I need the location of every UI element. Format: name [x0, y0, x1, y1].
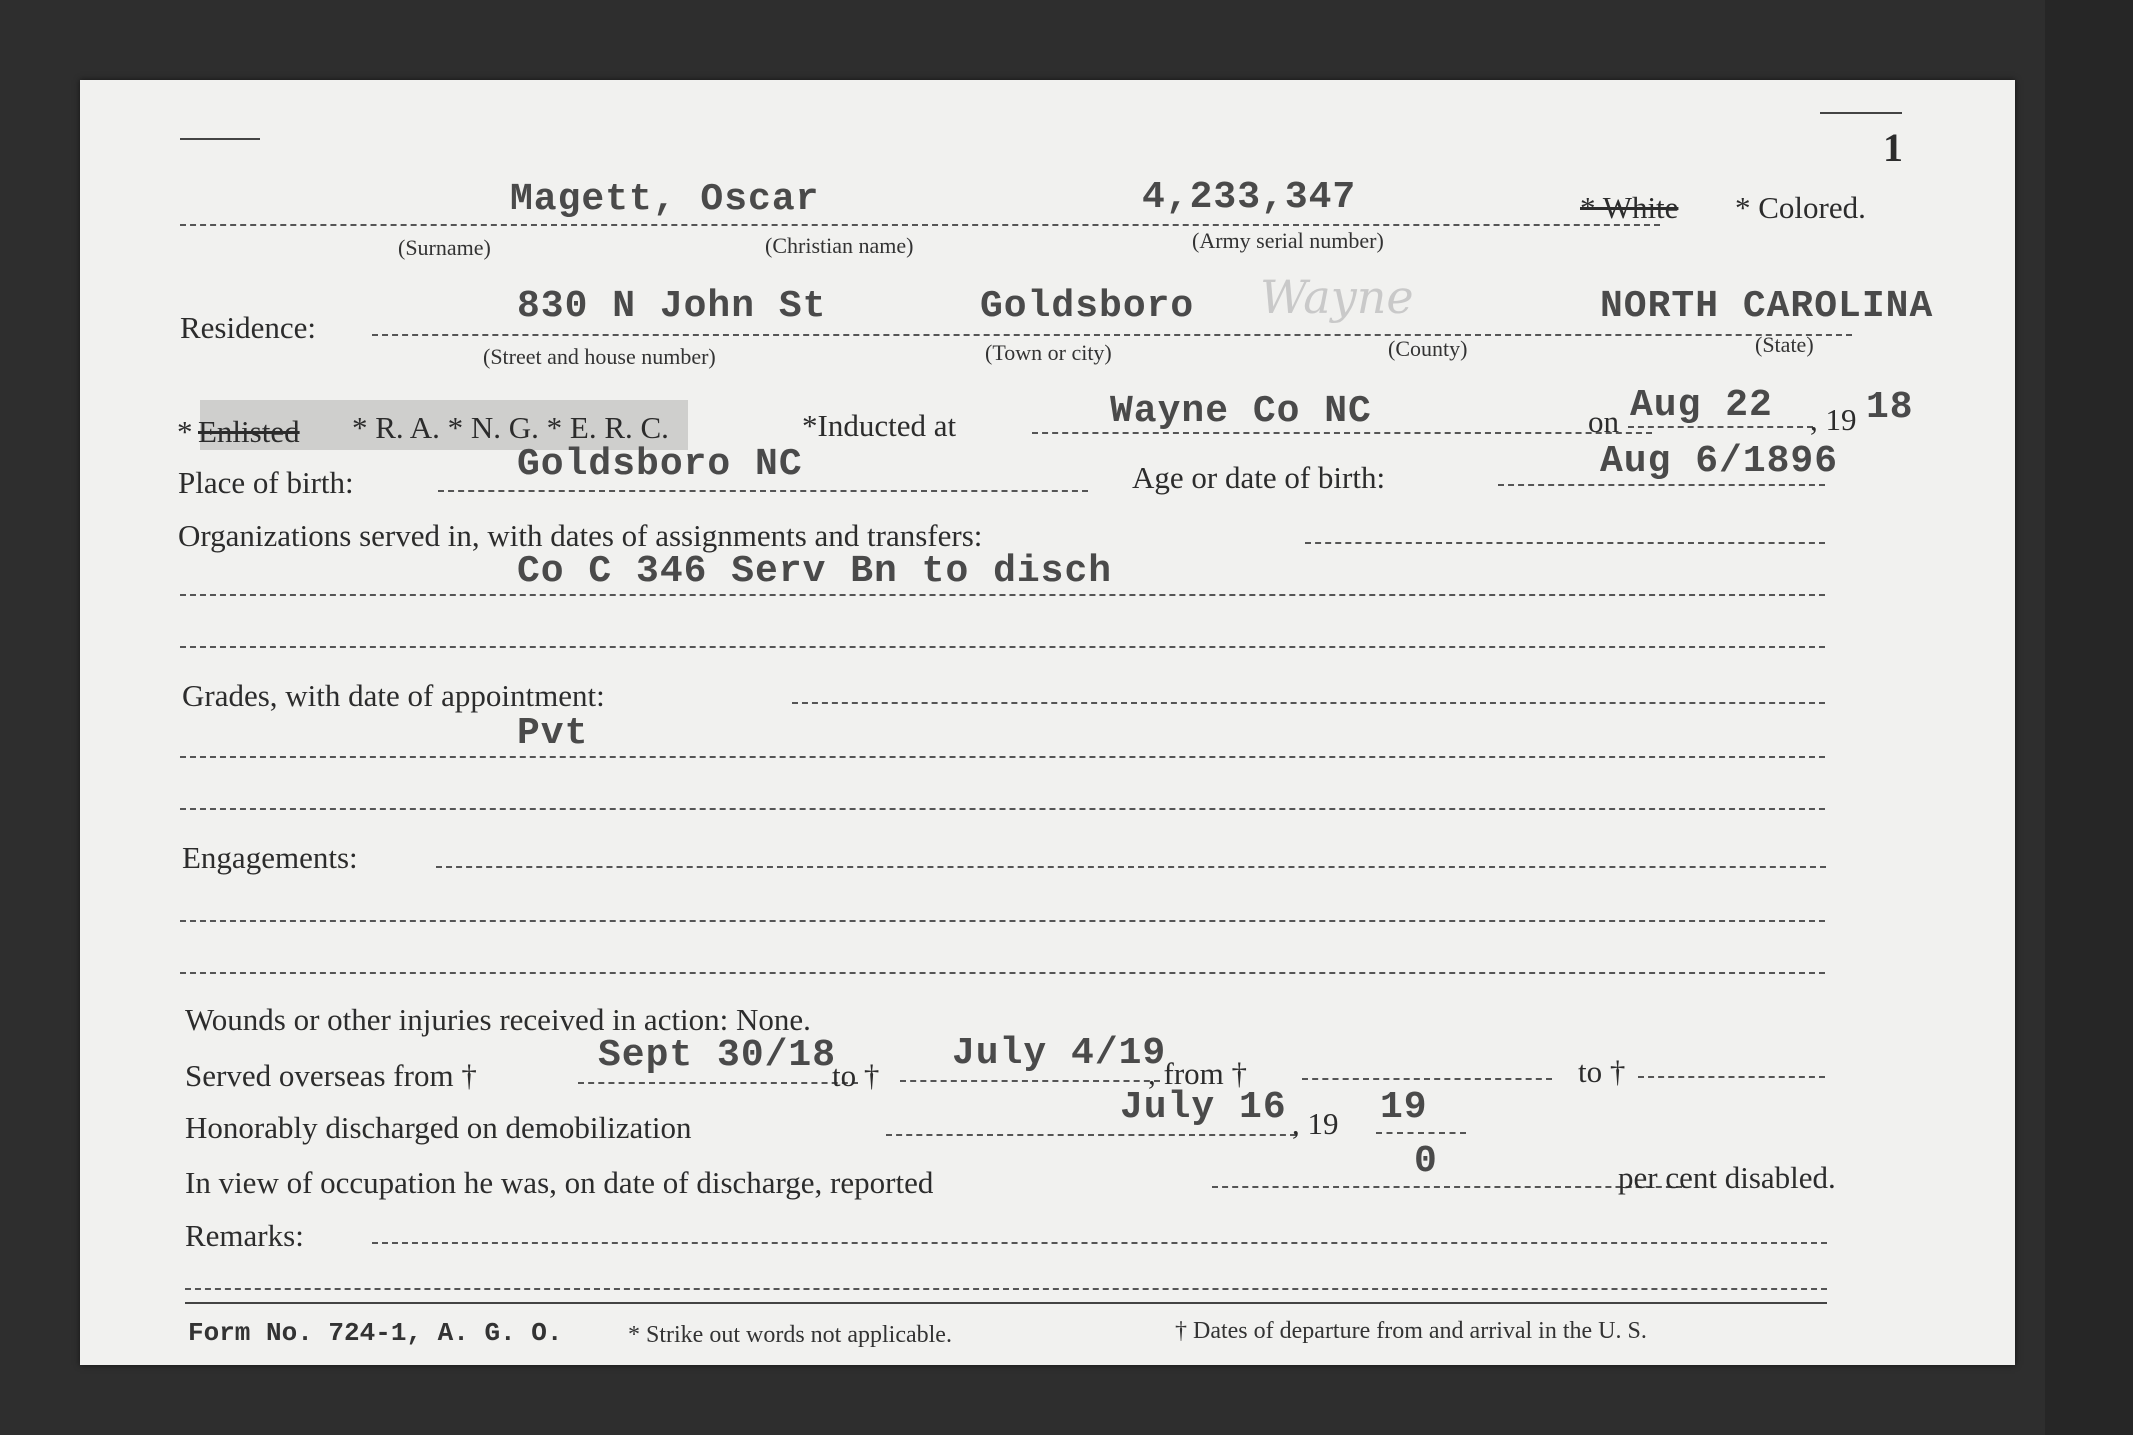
- induction-on-label: on: [1588, 404, 1619, 439]
- race-colored: * Colored.: [1735, 190, 1866, 225]
- residence-county: Wayne: [1260, 270, 1414, 324]
- inducted-label: *Inducted at: [802, 408, 957, 443]
- enlisted-asterisk: *: [177, 414, 193, 449]
- birthplace: Goldsboro NC: [517, 443, 803, 486]
- footnote-dates: † Dates of departure from and arrival in the U. S.: [1175, 1318, 1647, 1344]
- overseas-from-date: Sept 30/18: [598, 1034, 837, 1077]
- caption-christian-name: (Christian name): [765, 233, 914, 258]
- disability-label: In view of occupation he was, on date of discharge, reported: [185, 1165, 934, 1200]
- engagements-label: Engagements:: [182, 840, 358, 875]
- grade-entry: Pvt: [517, 712, 589, 755]
- caption-state: (State): [1755, 332, 1814, 357]
- from2-label: , from †: [1148, 1056, 1248, 1091]
- army-serial-number: 4,233,347: [1142, 176, 1357, 219]
- grades-line-3: [180, 808, 1825, 810]
- organizations-label: Organizations served in, with dates of assignments and transfers:: [178, 518, 983, 553]
- induction-year: 18: [1866, 386, 1914, 429]
- service-record-card: [80, 80, 2015, 1365]
- residence-state: NORTH CAROLINA: [1600, 285, 1934, 328]
- discharge-year-line: [1376, 1132, 1466, 1134]
- discharged-label: Honorably discharged on demobilization: [185, 1110, 692, 1145]
- discharge-date: July 16: [1120, 1086, 1287, 1129]
- service-type-options: * R. A. * N. G. * E. R. C.: [352, 410, 669, 445]
- remarks-label: Remarks:: [185, 1218, 304, 1253]
- disability-percent: 0: [1414, 1140, 1438, 1183]
- to2-label: to †: [1578, 1054, 1626, 1089]
- caption-street: (Street and house number): [483, 344, 716, 369]
- remarks-line-1: [372, 1242, 1827, 1244]
- birth-date: Aug 6/1896: [1600, 440, 1839, 483]
- engagements-line-2: [180, 920, 1825, 922]
- number-rule: [1820, 112, 1902, 114]
- organizations-line-2: [180, 594, 1825, 596]
- footnote-strike-out: * Strike out words not applicable.: [628, 1322, 952, 1348]
- residence-street: 830 N John St: [517, 285, 827, 328]
- surname-christian-name: Magett, Oscar: [510, 178, 820, 221]
- race-white: * White: [1580, 190, 1679, 225]
- induction-year-prefix: , 19: [1810, 402, 1857, 437]
- engagements-line-1: [436, 866, 1826, 868]
- organization-entry: Co C 346 Serv Bn to disch: [517, 550, 1113, 593]
- remarks-line-2: [185, 1288, 1827, 1290]
- discharge-date-line: [886, 1134, 1296, 1136]
- residence-line: [372, 334, 1852, 336]
- from2-line: [1302, 1078, 1552, 1080]
- wounds-label: Wounds or other injuries received in action: None.: [185, 1002, 811, 1037]
- enlisted-option: Enlisted: [198, 414, 300, 449]
- overseas-to-line: [900, 1080, 1160, 1082]
- discharge-year: 19: [1380, 1086, 1428, 1129]
- discharge-year-prefix: , 19: [1292, 1106, 1339, 1141]
- grades-line-1: [792, 702, 1825, 704]
- disability-suffix: per cent disabled.: [1618, 1160, 1836, 1195]
- overseas-from-label: Served overseas from †: [185, 1058, 477, 1093]
- overseas-to-label: to †: [832, 1058, 880, 1093]
- footer-rule: [185, 1302, 1827, 1304]
- grades-line-2: [180, 756, 1825, 758]
- overseas-to-date: July 4/19: [952, 1032, 1167, 1075]
- to2-line: [1638, 1076, 1825, 1078]
- caption-town: (Town or city): [985, 340, 1112, 365]
- disability-line: [1212, 1186, 1682, 1188]
- induction-date: Aug 22: [1630, 384, 1773, 427]
- birth-date-line: [1498, 484, 1825, 486]
- card-number: 1: [1883, 125, 1903, 170]
- name-line: [180, 224, 1660, 226]
- inducted-at: Wayne Co NC: [1110, 390, 1372, 433]
- engagements-line-3: [180, 972, 1825, 974]
- caption-serial-number: (Army serial number): [1192, 228, 1384, 253]
- form-number: Form No. 724-1, A. G. O.: [188, 1318, 563, 1348]
- age-label: Age or date of birth:: [1132, 460, 1386, 495]
- grades-label: Grades, with date of appointment:: [182, 678, 605, 713]
- scan-background: [2045, 0, 2133, 1435]
- overseas-from-line: [578, 1082, 858, 1084]
- residence-town: Goldsboro: [980, 285, 1195, 328]
- residence-label: Residence:: [180, 310, 317, 345]
- birthplace-line: [438, 490, 1088, 492]
- organizations-line-3: [180, 646, 1825, 648]
- top-left-rule: [180, 138, 260, 140]
- caption-surname: (Surname): [398, 235, 491, 260]
- caption-county: (County): [1388, 336, 1468, 361]
- organizations-line-1: [1305, 542, 1825, 544]
- birthplace-label: Place of birth:: [178, 465, 354, 500]
